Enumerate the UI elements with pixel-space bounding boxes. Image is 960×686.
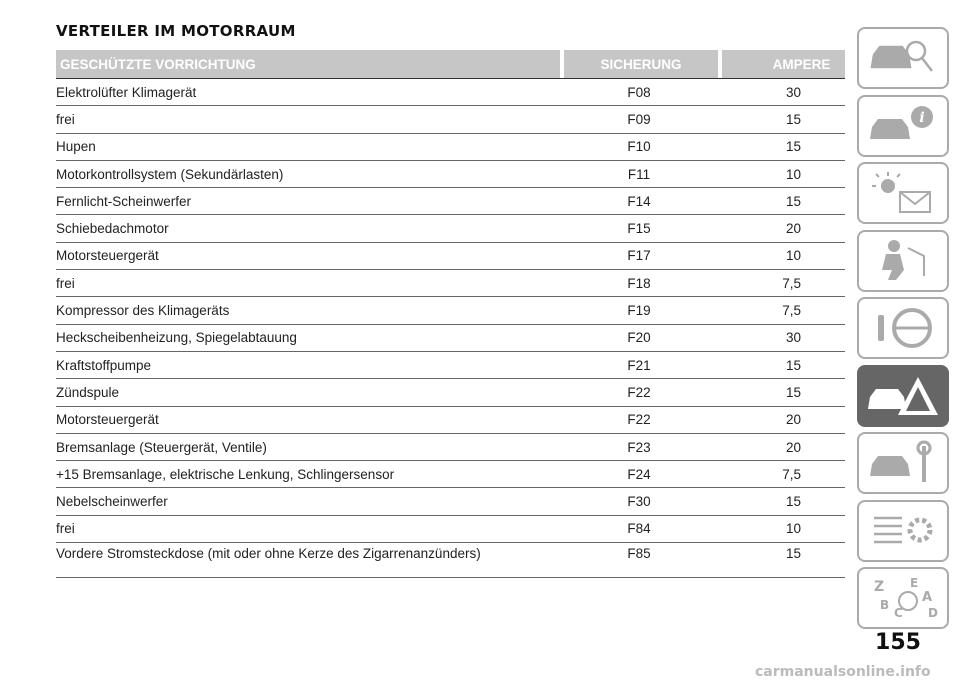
cell-ampere: 30 (785, 330, 801, 346)
cell-device: Heckscheibenheizung, Spiegelabtauung (56, 330, 297, 346)
cell-ampere: 15 (785, 357, 801, 373)
warning-lights-icon (864, 168, 942, 218)
header-ampere: AMPERE (722, 50, 845, 78)
table-row (56, 407, 845, 434)
cell-ampere: 15 (785, 111, 801, 127)
cell-device: frei (56, 521, 75, 537)
cell-device: Zündspule (56, 384, 120, 400)
cell-fuse: F18 (627, 275, 651, 291)
cell-fuse: F09 (627, 111, 651, 127)
table-row (56, 270, 845, 297)
svg-text:Z: Z (874, 579, 885, 595)
table-row (56, 106, 845, 133)
tab-car-info[interactable] (857, 95, 949, 157)
cell-ampere: 7,5 (782, 303, 801, 319)
cell-device: Motorsteuergerät (56, 412, 159, 428)
cell-fuse: F23 (627, 439, 651, 455)
table-row (56, 79, 845, 106)
table-row (56, 161, 845, 188)
table-row (56, 379, 845, 406)
cell-fuse: F20 (627, 330, 651, 346)
cell-device: Bremsanlage (Steuergerät, Ventile) (56, 439, 267, 455)
cell-device: Nebelscheinwerfer (56, 494, 168, 510)
tab-seat-airbag[interactable] (857, 230, 949, 292)
cell-ampere: 20 (785, 221, 801, 237)
steering-wheel-icon (864, 303, 942, 353)
cell-fuse: F15 (627, 221, 651, 237)
table-row (56, 297, 845, 324)
cell-ampere: 15 (785, 193, 801, 209)
svg-text:i: i (919, 109, 925, 126)
cell-device: Hupen (56, 139, 96, 155)
tab-warning-lights[interactable] (857, 162, 949, 224)
cell-ampere: 15 (785, 494, 801, 510)
fuse-table (56, 50, 845, 578)
tab-alphabet-index[interactable] (857, 567, 949, 629)
cell-fuse: F17 (627, 248, 651, 264)
cell-device: Kraftstoffpumpe (56, 357, 152, 373)
table-row (56, 215, 845, 242)
cell-fuse: F22 (627, 384, 651, 400)
cell-fuse: F14 (627, 193, 651, 209)
table-row (56, 352, 845, 379)
cell-fuse: F08 (627, 84, 651, 100)
table-header (56, 50, 845, 79)
car-search-icon (864, 33, 942, 83)
cell-fuse: F19 (627, 303, 651, 319)
header-fuse: SICHERUNG (564, 50, 718, 78)
table-row (56, 543, 845, 578)
cell-fuse: F21 (627, 357, 651, 373)
table-row (56, 461, 845, 488)
cell-ampere: 10 (785, 248, 801, 264)
cell-ampere: 15 (785, 384, 801, 400)
cell-ampere: 10 (785, 521, 801, 537)
tab-car-search[interactable] (857, 27, 949, 89)
cell-device: Motorkontrollsystem (Sekundärlasten) (56, 166, 284, 182)
svg-text:D: D (928, 606, 938, 620)
cell-device: Motorsteuergerät (56, 248, 159, 264)
table-row (56, 325, 845, 352)
cell-ampere: 7,5 (782, 275, 801, 291)
alphabet-index-icon (864, 573, 942, 623)
tab-car-emergency[interactable] (857, 365, 949, 427)
cell-device: +15 Bremsanlage, elektrische Lenkung, Schlingersensor (56, 466, 395, 482)
table-row (56, 134, 845, 161)
header-device: GESCHÜTZTE VORRICHTUNG (56, 50, 560, 78)
cell-device: Vordere Stromsteckdose (mit oder ohne Kerze des Zigarrenanzünders) (56, 546, 481, 562)
table-row (56, 188, 845, 215)
cell-fuse: F10 (627, 139, 651, 155)
cell-ampere: 20 (785, 412, 801, 428)
cell-fuse: F22 (627, 412, 651, 428)
table-row (56, 516, 845, 543)
tab-steering-wheel[interactable] (857, 297, 949, 359)
car-emergency-icon (864, 371, 942, 421)
table-row (56, 488, 845, 515)
svg-text:B: B (880, 598, 890, 612)
tab-car-maintenance[interactable] (857, 432, 949, 494)
cell-device: Elektrolüfter Klimagerät (56, 84, 197, 100)
car-maintenance-icon (864, 438, 942, 488)
chapter-sidebar (857, 27, 949, 635)
cell-fuse: F85 (627, 546, 651, 562)
cell-ampere: 10 (785, 166, 801, 182)
cell-fuse: F84 (627, 521, 651, 537)
cell-device: Schiebedachmotor (56, 221, 169, 237)
table-body (56, 79, 845, 578)
cell-ampere: 15 (785, 546, 801, 562)
seat-airbag-icon (864, 236, 942, 286)
section-title: VERTEILER IM MOTORRAUM (56, 22, 296, 40)
cell-fuse: F30 (627, 494, 651, 510)
cell-ampere: 15 (785, 139, 801, 155)
tab-specs-gear[interactable] (857, 500, 949, 562)
cell-fuse: F24 (627, 466, 651, 482)
table-row (56, 434, 845, 461)
cell-device: frei (56, 111, 75, 127)
cell-device: Fernlicht-Scheinwerfer (56, 193, 192, 209)
cell-device: Kompressor des Klimageräts (56, 303, 230, 319)
svg-text:E: E (910, 576, 919, 590)
specs-gear-icon (864, 506, 942, 556)
cell-ampere: 7,5 (782, 466, 801, 482)
cell-device: frei (56, 275, 75, 291)
page-number: 155 (875, 630, 921, 655)
cell-ampere: 20 (785, 439, 801, 455)
car-info-icon (864, 101, 942, 151)
table-row (56, 243, 845, 270)
svg-text:C: C (894, 606, 903, 620)
cell-fuse: F11 (627, 166, 651, 182)
watermark: carmanualsonline.info (755, 664, 931, 680)
svg-text:A: A (922, 590, 933, 605)
cell-ampere: 30 (785, 84, 801, 100)
